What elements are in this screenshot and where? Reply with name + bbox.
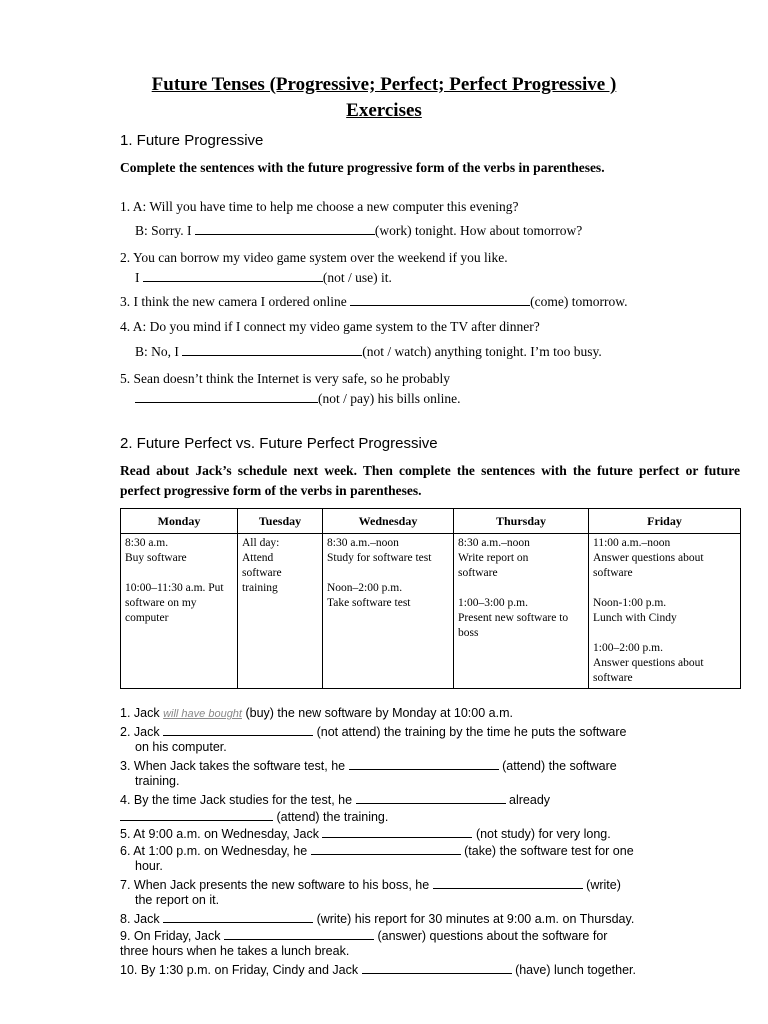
s2-q4-blank2[interactable] [120,808,273,821]
s1-q2-line1: 2. You can borrow my video game system over the weekend if you like. [120,250,508,265]
s2-q2-blank[interactable] [163,723,313,736]
s2-q8-blank[interactable] [163,910,313,923]
page-subtitle: Exercises [346,100,422,121]
cell-text: software [458,567,498,579]
s1-q5-line2 [135,390,461,407]
s2-q7-line2: the report on it. [135,893,220,907]
s2-q1-post: (buy) the new software by Monday at 10:00 a.m. [245,706,513,720]
header-wednesday: Wednesday [323,509,454,534]
s2-q7-line1 [120,876,621,892]
s1-q4-line1: 4. A: Do you mind if I connect my video game system to the TV after dinner? [120,319,540,334]
s2-q4-line1 [120,791,550,807]
s2-q2-line1 [120,723,626,739]
cell-text: software [242,567,282,579]
cell-text: Answer questions about [593,657,704,669]
cell-text: 11:00 a.m.–noon [593,537,671,549]
cell-text: 1:00–3:00 p.m. [458,597,528,609]
cell-text: software [593,672,633,684]
s2-q10-blank[interactable] [362,961,512,974]
s2-q4-post: already [509,793,551,807]
s1-q2-blank[interactable] [143,269,323,282]
s2-q6-blank[interactable] [311,842,461,855]
cell-tuesday [238,534,323,689]
s1-q2-pre: I [135,270,140,285]
s2-q9-post: (answer) questions about the software for [377,929,608,943]
cell-wednesday [323,534,454,689]
s1-q4-post: (not / watch) anything tonight. I’m too busy. [362,344,602,359]
s2-q4-post2: (attend) the training. [276,810,389,824]
cell-text: Attend [242,552,274,564]
s2-q10 [120,961,636,977]
s2-q1 [120,706,513,720]
s2-q3-post: (attend) the software [502,759,617,773]
s2-q4-pre: 4. By the time Jack studies for the test, he [120,793,353,807]
section1-heading: 1. Future Progressive [120,132,264,149]
s2-q8-pre: 8. Jack [120,912,160,926]
cell-text: computer [125,612,169,624]
s1-q2-line2 [135,269,392,286]
s2-q2-pre: 2. Jack [120,725,160,739]
s2-q1-pre: 1. Jack [120,706,160,720]
cell-text: 8:30 a.m. [125,537,169,549]
s2-q1-answer: will have bought [163,708,242,720]
cell-text: Noon–2:00 p.m. [327,582,403,594]
header-friday: Friday [589,509,741,534]
s2-q5 [120,825,611,841]
s2-q5-pre: 5. At 9:00 a.m. on Wednesday, Jack [120,827,319,841]
s2-q3-pre: 3. When Jack takes the software test, he [120,759,346,773]
s2-q5-post: (not study) for very long. [475,827,611,841]
s2-q9-line1 [120,927,607,943]
cell-text: 8:30 a.m.–noon [458,537,530,549]
s2-q6-post: (take) the software test for one [464,844,634,858]
s1-q4-pre: B: No, I [135,344,179,359]
s2-q4-blank1[interactable] [356,791,506,804]
schedule-body-row [121,534,741,689]
s1-q5-post: (not / pay) his bills online. [318,391,461,406]
cell-text: All day: [242,537,280,549]
s1-q3 [120,293,628,310]
s1-q1-line1: 1. A: Will you have time to help me choose a new computer this evening? [120,199,519,214]
header-thursday: Thursday [454,509,589,534]
s2-q9-line2: three hours when he takes a lunch break. [120,944,350,958]
cell-thursday [454,534,589,689]
s1-q3-blank[interactable] [350,293,530,306]
cell-text: Noon-1:00 p.m. [593,597,667,609]
s2-q2-line2: on his computer. [135,740,227,754]
header-monday: Monday [121,509,238,534]
s2-q10-post: (have) lunch together. [515,963,636,977]
s2-q10-pre: 10. By 1:30 p.m. on Friday, Cindy and Jack [120,963,359,977]
s2-q7-post: (write) [586,878,621,892]
schedule-table [120,508,741,689]
cell-text: 1:00–2:00 p.m. [593,642,663,654]
page-title: Future Tenses (Progressive; Perfect; Perfect Progressive ) [151,74,617,95]
cell-text: Buy software [125,552,187,564]
s1-q1-blank[interactable] [195,222,375,235]
s2-q3-blank[interactable] [349,757,499,770]
s2-q6-pre: 6. At 1:00 p.m. on Wednesday, he [120,844,308,858]
s2-q2-post: (not attend) the training by the time he puts the software [316,725,627,739]
s2-q3-line2: training. [135,774,180,788]
schedule-header-row [121,509,741,534]
s1-q1-line2 [135,222,582,239]
s1-q5-line1: 5. Sean doesn’t think the Internet is very safe, so he probably [120,371,451,386]
section1-instruction: Complete the sentences with the future progressive form of the verbs in parentheses. [120,160,605,175]
cell-monday [121,534,238,689]
s2-q5-blank[interactable] [322,825,472,838]
section2-heading: 2. Future Perfect vs. Future Perfect Progressive [120,435,438,452]
s1-q3-pre: 3. I think the new camera I ordered online [120,294,347,309]
s1-q1-pre: B: Sorry. I [135,223,192,238]
s2-q9-blank[interactable] [224,927,374,940]
s2-q4-line2 [120,808,388,824]
s1-q1-post: (work) tonight. How about tomorrow? [374,223,583,238]
header-tuesday: Tuesday [238,509,323,534]
s2-q6-line1 [120,842,634,858]
cell-text: 10:00–11:30 a.m. Put [125,582,224,594]
cell-text: boss [458,627,479,639]
s1-q2-post: (not / use) it. [322,270,392,285]
cell-text: Answer questions about [593,552,704,564]
s2-q3-line1 [120,757,617,773]
cell-text: training [242,582,278,594]
s1-q4-blank[interactable] [182,343,362,356]
cell-text: Write report on [458,552,529,564]
section2-instruction: Read about Jack’s schedule next week. Then complete the sentences with the future perfect or future perfect progressive form of the verbs in parentheses. [120,463,740,498]
cell-text: Take software test [327,597,411,609]
s2-q7-blank[interactable] [433,876,583,889]
cell-friday [589,534,741,689]
cell-text: Present new software to [458,612,569,624]
s1-q4-line2 [135,343,602,360]
cell-text: 8:30 a.m.–noon [327,537,399,549]
cell-text: software [593,567,633,579]
cell-text: Study for software test [327,552,432,564]
s1-q5-blank[interactable] [135,390,318,403]
s2-q8-post: (write) his report for 30 minutes at 9:00 a.m. on Thursday. [316,912,635,926]
cell-text: Lunch with Cindy [593,612,677,624]
s2-q9-pre: 9. On Friday, Jack [120,929,221,943]
s2-q6-line2: hour. [135,859,163,873]
s2-q7-pre: 7. When Jack presents the new software to his boss, he [120,878,430,892]
s1-q3-post: (come) tomorrow. [530,294,628,309]
s2-q8 [120,910,634,926]
cell-text: software on my [125,597,197,609]
